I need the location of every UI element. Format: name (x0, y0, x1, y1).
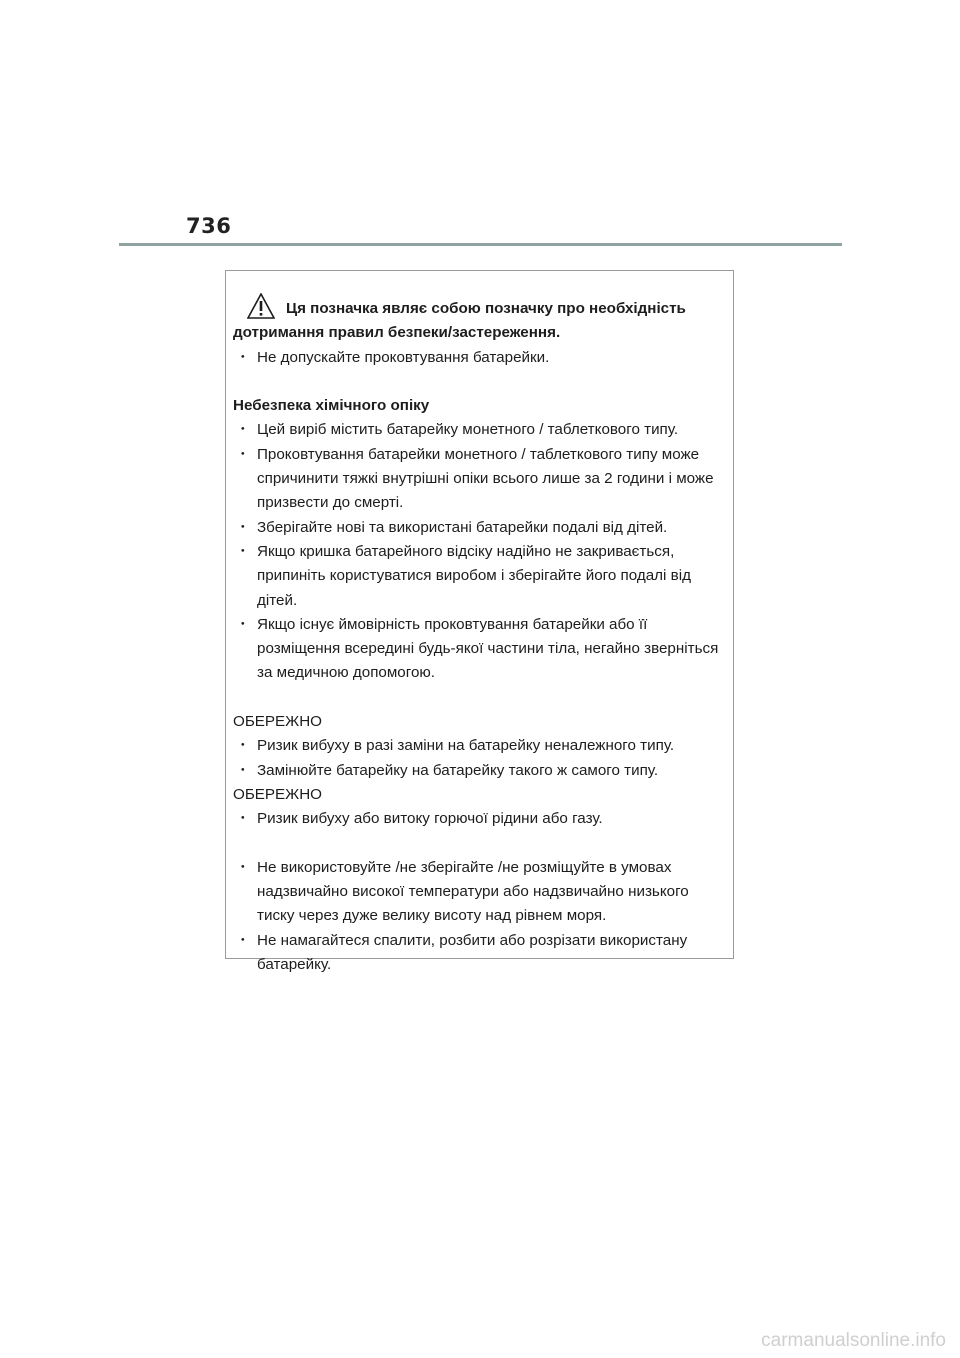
bullet: ･ (239, 810, 247, 828)
item-text: Зберігайте нові та використані батарейки подалі від дітей. (257, 518, 668, 536)
list-item (233, 418, 728, 442)
list-item (233, 516, 728, 540)
item-text: Якщо кришка батарейного відсіку надійно не закривається, припиніть користуватися виробом і зберігайте його подалі від дітей. (257, 542, 691, 609)
header-rule (119, 243, 842, 246)
bullet: ･ (239, 931, 247, 949)
section-title-caution: ОБЕРЕЖНО (233, 713, 322, 731)
item-text: Не намагайтеся спалити, розбити або розрізати використану батарейку. (257, 931, 688, 974)
list-item (233, 734, 728, 758)
bullet: ･ (239, 761, 247, 779)
page-number: 736 (186, 214, 232, 238)
warning-content (233, 297, 728, 977)
list-item (233, 613, 728, 686)
item-text: Якщо існує ймовірність проковтування батарейки або її розміщення всередині будь-якої частини тіла, негайно зверніться за медичною допомогою. (257, 615, 719, 682)
bullet: ･ (239, 737, 247, 755)
list-item (233, 346, 728, 370)
bullet: ･ (239, 421, 247, 439)
list-item (233, 856, 728, 929)
list-item (233, 929, 728, 978)
bullet: ･ (239, 348, 247, 366)
item-text: Ризик вибуху в разі заміни на батарейку неналежного типу. (257, 737, 675, 755)
list-item (233, 759, 728, 783)
list-item (233, 443, 728, 516)
section-title-chemical-burn: Небезпека хімічного опіку (233, 397, 430, 415)
bullet: ･ (239, 615, 247, 633)
list-item (233, 807, 728, 831)
warning-intro-line-1: Ця позначка являє собою позначку про необхідність (286, 300, 686, 317)
bullet: ･ (239, 542, 247, 560)
item-text: Ризик вибуху або витоку горючої рідини або газу. (257, 810, 603, 828)
item-text: Цей виріб містить батарейку монетного / таблеткового типу. (257, 421, 679, 439)
section-title-caution: ОБЕРЕЖНО (233, 785, 322, 803)
bullet: ･ (239, 858, 247, 876)
bullet: ･ (239, 518, 247, 536)
item-text: Не допускайте проковтування батарейки. (257, 348, 550, 366)
item-text: Проковтування батарейки монетного / таблеткового типу може спричинити тяжкі внутрішні опіки всього лише за 2 години і може призвести до смерті. (257, 445, 714, 512)
site-watermark: carmanualsonline.info (761, 1330, 946, 1351)
item-text: Не використовуйте /не зберігайте /не розміщуйте в умовах надзвичайно високої температури або надзвичайно низького тиску через дуже велику висоту над рівнем моря. (257, 858, 689, 925)
warning-intro (233, 297, 728, 346)
warning-triangle-icon (247, 293, 275, 319)
bullet: ･ (239, 445, 247, 463)
list-item (233, 540, 728, 613)
warning-intro-line-2: дотримання правил безпеки/застереження. (233, 324, 561, 342)
safety-warning-box (225, 270, 734, 974)
item-text: Замінюйте батарейку на батарейку такого ж самого типу. (257, 761, 659, 779)
